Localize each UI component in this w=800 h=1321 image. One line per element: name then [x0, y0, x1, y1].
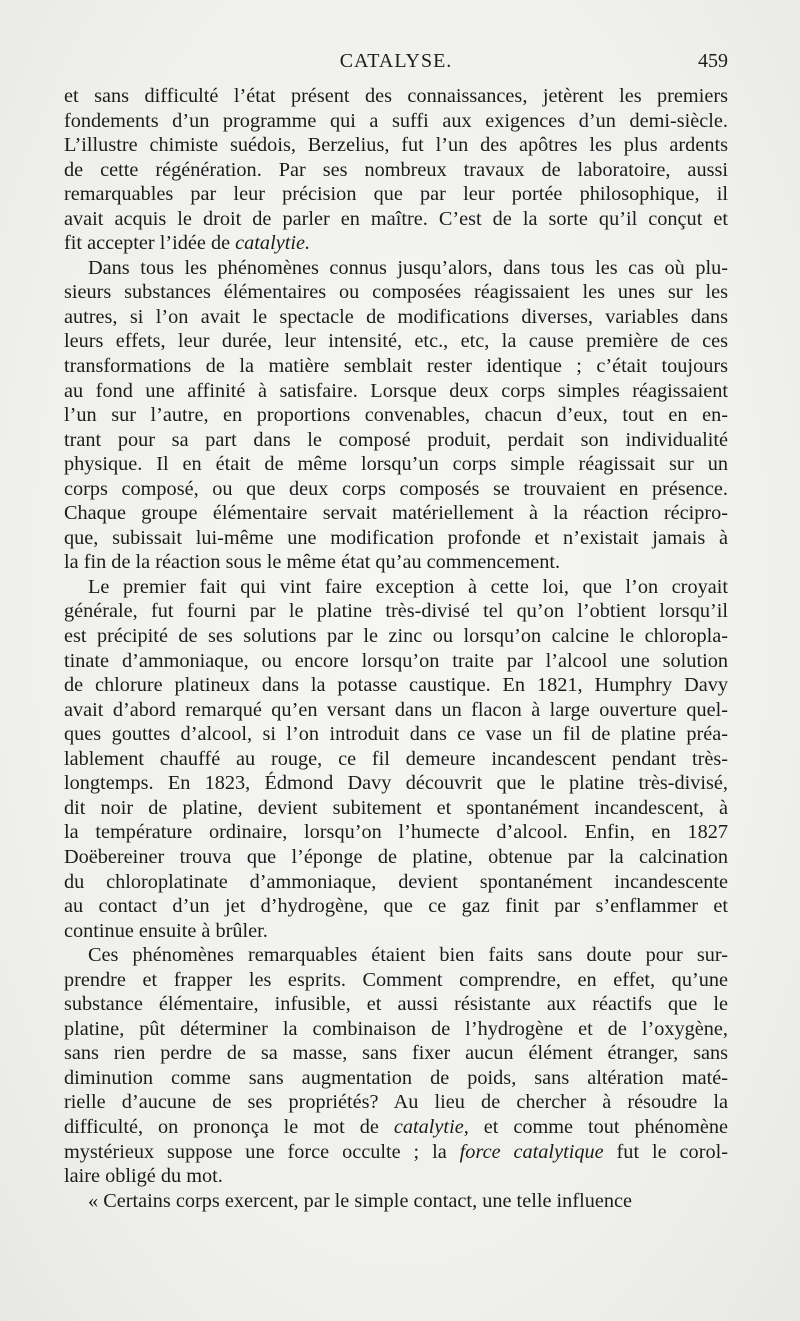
text-line — [64, 1041, 728, 1066]
paragraph — [64, 256, 728, 575]
text-line — [64, 109, 728, 134]
text-segment: de chlorure platineux dans la potasse caustique. En 1821, Humphry Davy — [64, 674, 728, 697]
text-segment: transformations de la matière semblait rester identique ; c’était toujours — [64, 355, 728, 378]
text-segment: platine, pût déterminer la combinaison de l’hydrogène et de l’oxygène, — [64, 1017, 728, 1040]
body-text — [64, 84, 728, 1213]
text-segment: Chaque groupe élémentaire servait matériellement à la réaction récipro- — [64, 502, 728, 525]
text-segment: et comme tout phénomène — [468, 1115, 728, 1138]
text-segment: de cette régénération. Par ses nombreux travaux de laboratoire, aussi — [64, 158, 728, 181]
page-number: 459 — [698, 50, 728, 72]
paragraph — [64, 943, 728, 1188]
text-line — [64, 722, 728, 747]
text-segment: dit noir de platine, devient subitement et spontanément incandescent, à — [64, 796, 728, 819]
text-segment: est précipité de ses solutions par le zinc ou lorsqu’on calcine le chloropla- — [64, 625, 728, 648]
text-segment: remarquables par leur précision que par leur portée philosophique, il — [64, 183, 728, 206]
text-line — [64, 624, 728, 649]
text-line — [64, 1115, 728, 1140]
text-segment: au fond une affinité à satisfaire. Lorsque deux corps simples réagissaient — [64, 379, 728, 402]
text-line — [64, 501, 728, 526]
text-segment: difficulté, on prononça le mot de — [64, 1115, 394, 1138]
text-segment: corps composé, ou que deux corps composés se trouvaient en présence. — [64, 477, 728, 500]
text-line — [64, 403, 728, 428]
text-segment: Le premier fait qui vint faire exception à cette loi, que l’on croyait — [88, 575, 728, 598]
text-segment: au contact d’un jet d’hydrogène, que ce gaz finit par s’enflammer et — [64, 895, 728, 918]
paragraph — [64, 84, 728, 256]
italic-term: catalytie. — [235, 232, 311, 255]
text-segment: fut le corol- — [603, 1140, 728, 1163]
text-segment: avait d’abord remarqué qu’en versant dans un flacon à large ouverture quel- — [64, 698, 728, 721]
text-line — [64, 1090, 728, 1115]
text-line — [64, 550, 728, 575]
text-line — [64, 158, 728, 183]
text-line — [64, 354, 728, 379]
text-segment: longtemps. En 1823, Édmond Davy découvrit que le platine très-divisé, — [64, 772, 728, 795]
text-line — [64, 280, 728, 305]
text-segment: fit accepter l’idée de — [64, 232, 236, 255]
text-segment: « Certains corps exercent, par le simple contact, une telle influence — [88, 1189, 632, 1212]
text-line — [64, 1164, 728, 1189]
text-line — [64, 1189, 728, 1214]
text-segment: ques gouttes d’alcool, si l’on introduit dans ce vase un fil de platine préa- — [64, 723, 728, 746]
text-line — [64, 894, 728, 919]
running-title: CATALYSE. — [339, 50, 453, 72]
text-line — [64, 231, 728, 256]
text-segment: Ces phénomènes remarquables étaient bien faits sans doute pour sur- — [88, 944, 728, 967]
text-segment: prendre et frapper les esprits. Comment comprendre, en effet, qu’une — [64, 968, 728, 991]
text-line — [64, 599, 728, 624]
text-line — [64, 477, 728, 502]
text-segment: la fin de la réaction sous le même état qu’au commencement. — [64, 551, 561, 574]
text-segment: sieurs substances élémentaires ou composées réagissaient les unes sur les — [64, 281, 728, 304]
text-segment: Dans tous les phénomènes connus jusqu’alors, dans tous les cas où plu- — [88, 256, 728, 279]
text-segment: leurs effets, leur durée, leur intensité, etc., etc, la cause première de ces — [64, 330, 728, 353]
text-line — [64, 84, 728, 109]
text-line — [64, 698, 728, 723]
text-line — [64, 452, 728, 477]
text-line — [64, 133, 728, 158]
text-line — [64, 673, 728, 698]
text-segment: laire obligé du mot. — [64, 1165, 223, 1188]
text-segment: autres, si l’on avait le spectacle de modifications diverses, variables dans — [64, 305, 728, 328]
text-segment: avait acquis le droit de parler en maître. C’est de la sorte qu’il conçut et — [64, 207, 728, 230]
text-segment: du chloroplatinate d’ammoniaque, devient spontanément incandescente — [64, 870, 728, 893]
text-line — [64, 649, 728, 674]
page-header — [64, 50, 728, 78]
text-line — [64, 207, 728, 232]
text-line — [64, 575, 728, 600]
text-segment: tinate d’ammoniaque, ou encore lorsqu’on traite par l’alcool une solution — [64, 649, 728, 672]
text-line — [64, 329, 728, 354]
text-line — [64, 820, 728, 845]
italic-term: force catalytique — [459, 1140, 604, 1163]
text-segment: fondements d’un programme qui a suffi aux exigences d’un demi-siècle. — [64, 109, 728, 132]
text-segment: mystérieux suppose une force occulte ; la — [64, 1140, 460, 1163]
text-line — [64, 428, 728, 453]
text-line — [64, 870, 728, 895]
text-line — [64, 526, 728, 551]
text-line — [64, 943, 728, 968]
text-line — [64, 845, 728, 870]
text-line — [64, 1140, 728, 1165]
text-segment: et sans difficulté l’état présent des connaissances, jetèrent les premiers — [64, 85, 728, 107]
text-segment: la température ordinaire, lorsqu’on l’humecte d’alcool. Enfin, en 1827 — [64, 821, 728, 844]
text-segment: générale, fut fourni par le platine très-divisé tel qu’on l’obtient lorsqu’il — [64, 600, 728, 623]
text-line — [64, 256, 728, 281]
text-segment: substance élémentaire, infusible, et aussi résistante aux réactifs que le — [64, 993, 728, 1016]
text-line — [64, 747, 728, 772]
text-segment: que, subissait lui-même une modification profonde et n’existait jamais à — [64, 526, 728, 549]
text-line — [64, 379, 728, 404]
text-line — [64, 182, 728, 207]
text-segment: physique. Il en était de même lorsqu’un corps simple réagissait sur un — [64, 453, 728, 476]
text-segment: diminution comme sans augmentation de poids, sans altération maté- — [64, 1066, 728, 1089]
text-segment: l’un sur l’autre, en proportions convenables, chacun d’eux, tout en en- — [64, 404, 728, 427]
text-line — [64, 919, 728, 944]
text-line — [64, 305, 728, 330]
text-segment: lablement chauffé au rouge, ce fil demeure incandescent pendant très- — [64, 747, 728, 770]
text-line — [64, 992, 728, 1017]
text-segment: L’illustre chimiste suédois, Berzelius, fut l’un des apôtres les plus ardents — [64, 134, 728, 157]
text-segment: Doëbereiner trouva que l’éponge de platine, obtenue par la calcination — [64, 845, 728, 868]
text-line — [64, 771, 728, 796]
paragraph — [64, 575, 728, 943]
text-segment: sans rien perdre de sa masse, sans fixer aucun élément étranger, sans — [64, 1042, 728, 1065]
text-line — [64, 796, 728, 821]
text-segment: trant pour sa part dans le composé produit, perdait son individualité — [64, 428, 728, 451]
text-segment: continue ensuite à brûler. — [64, 919, 268, 942]
paragraph — [64, 1189, 728, 1214]
text-line — [64, 1017, 728, 1042]
text-line — [64, 1066, 728, 1091]
text-line — [64, 968, 728, 993]
italic-term: catalytie, — [393, 1115, 469, 1138]
text-segment: rielle d’aucune de ses propriétés? Au lieu de chercher à résoudre la — [64, 1091, 728, 1114]
